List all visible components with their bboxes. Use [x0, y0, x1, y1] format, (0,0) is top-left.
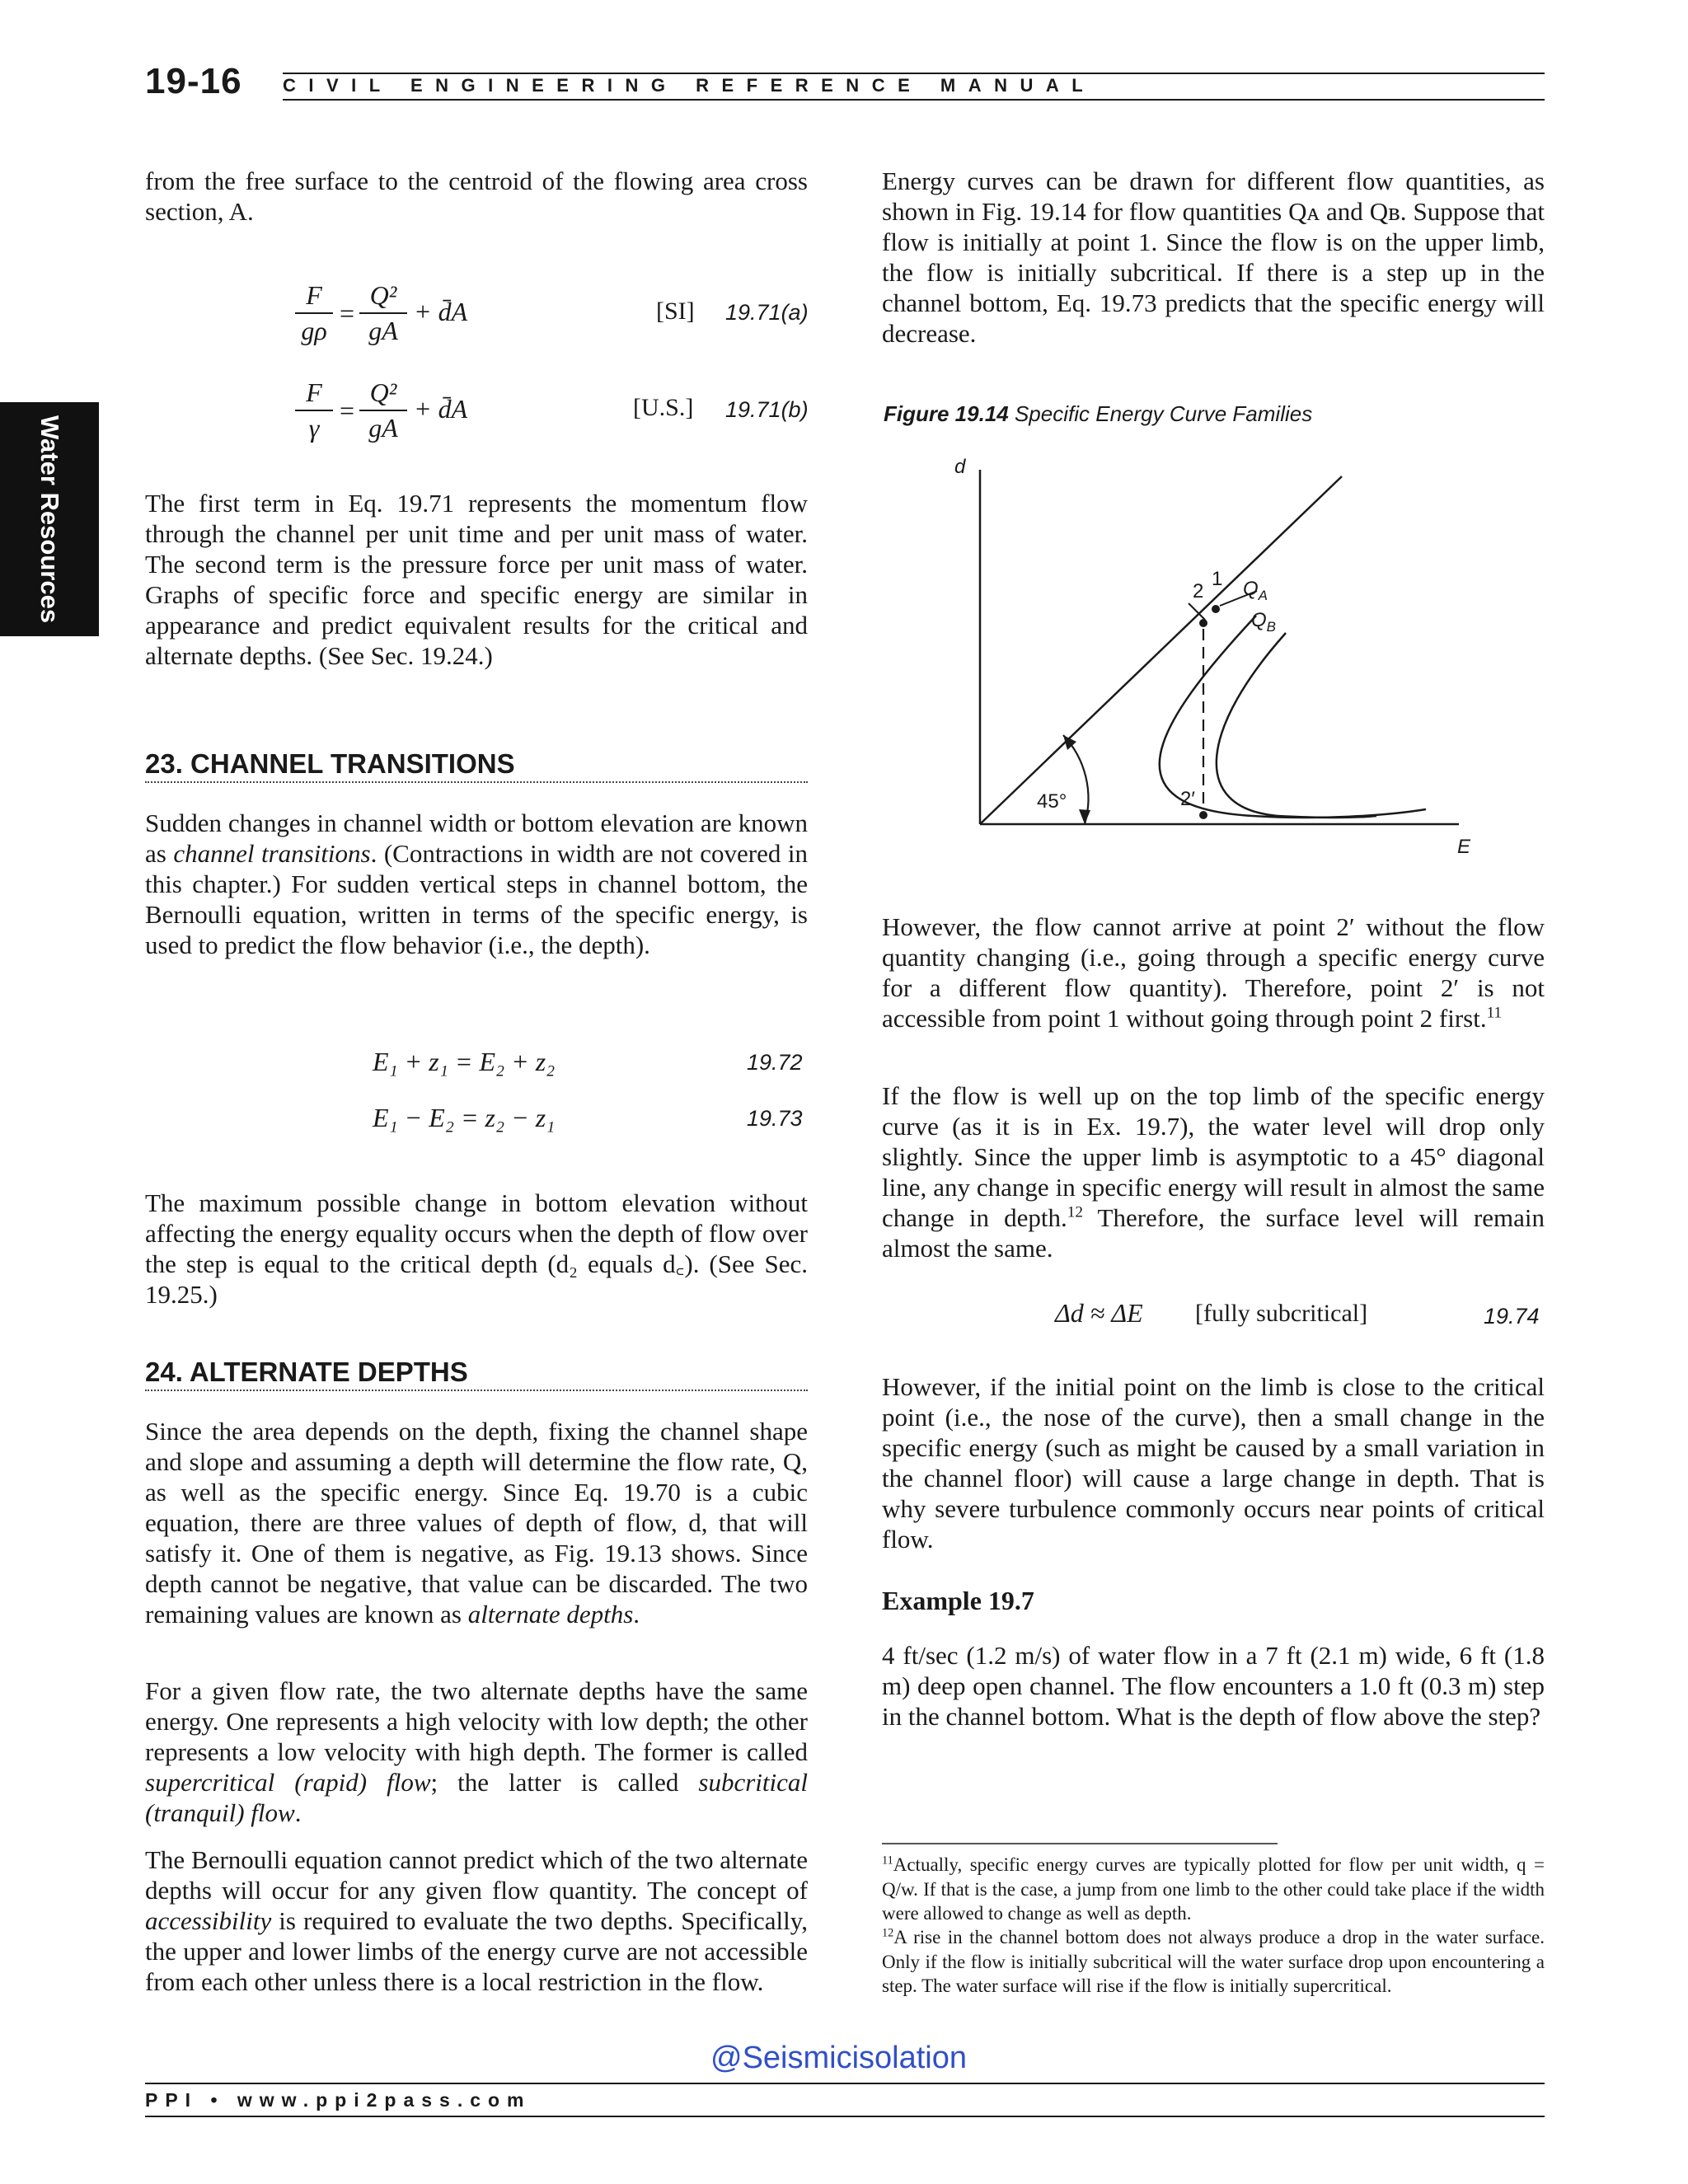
equation-19-73-number: 19.73	[747, 1106, 803, 1131]
left-paragraph-6: For a given flow rate, the two alternate depths have the same energy. One represents a high velocity with low depth; the other represents a low velocity with high depth. The former is called supercritical (rapid) flow; the latter is called subcritical (tranquil) flow.	[145, 1676, 808, 1827]
angle-arrowhead-bottom	[1079, 809, 1090, 824]
equation-19-74-tag: [fully subcritical]	[1195, 1300, 1368, 1327]
eq-a-lhs-den: gρ	[301, 316, 327, 345]
equation-19-74: Δd ≈ ΔE	[1055, 1298, 1143, 1328]
eq-a-rhs-num: Q²	[369, 280, 397, 310]
eq-a-tail: + d̄A	[414, 297, 468, 326]
point-2-prime-marker	[1199, 811, 1207, 819]
footnote-12: $^{12}$A rise in the channel bottom does not always produce a drop in the water surface. Only if the flow is initially subcritical will the water surface drop upon encountering a step. The water surface will rise if the flow is initially supercritical.	[882, 1926, 1545, 1996]
eq-a-tag: [SI]	[656, 298, 695, 325]
eq-a-lhs-num: F	[306, 280, 322, 310]
section-heading-24: 24. ALTERNATE DEPTHS	[145, 1357, 808, 1391]
left-paragraph-4: The maximum possible change in bottom elevation without affecting the energy equality occurs when the depth of flow over the step is equal to the critical depth (d₂ equals d꜀). (See Sec. 19.25.)	[145, 1188, 808, 1309]
point-2-label: 2	[1193, 580, 1204, 602]
qa-label: $Q_A$	[1243, 578, 1268, 603]
running-head: CIVIL ENGINEERING REFERENCE MANUAL	[283, 75, 1096, 96]
header-rule-bottom	[283, 99, 1545, 101]
eq-a-number: 19.71(a)	[725, 300, 809, 325]
left-paragraph-7: The Bernoulli equation cannot predict which of the two alternate depths will occur for any given flow quantity. The concept of accessibility is required to evaluate the two depths. Specifically, the upper and lower limbs of the energy curve are not accessible from each other unless there is a local restriction in the flow.	[145, 1845, 808, 1996]
footer-rule-top	[145, 2083, 1545, 2084]
eq-a-rhs-den: gA	[368, 316, 398, 345]
curve-qb-upper	[1217, 633, 1286, 816]
equation-19-72: E₁ + z₁ = E₂ + z₂	[373, 1047, 556, 1076]
qb-label: $Q_B$	[1251, 609, 1277, 635]
example-title: Example 19.7	[882, 1586, 1034, 1615]
footnote-11: $^{11}$Actually, specific energy curves are typically plotted for flow per unit width, q = Q/w. If that is the case, a jump from one limb to the other could take place if the width were allowed to change as well as depth.	[882, 1854, 1545, 1924]
eq-b-rhs-den: gA	[368, 413, 398, 443]
right-paragraph-3: If the flow is well up on the top limb of the specific energy curve (as it is in Ex. 19.7), the water level will drop only slightly. Since the upper limb is asymptotic to a 45° diagonal line, any change in specific energy will result in almost the same change in depth.$^{12}$ Therefore, the surface level will remain almost the same.	[882, 1081, 1545, 1263]
section-side-tab	[0, 402, 99, 636]
left-paragraph-1: from the free surface to the centroid of the flowing area cross section, A.	[145, 166, 808, 226]
equation-19-74-number: 19.74	[1484, 1304, 1540, 1329]
point-2-marker	[1199, 619, 1207, 627]
axis-label-e: E	[1457, 836, 1471, 858]
left-paragraph-5: Since the area depends on the depth, fixing the channel shape and slope and assuming a depth will determine the flow rate, Q, as well as the specific energy. Since Eq. 19.70 is a cubic equation, there are three values of depth of flow, d, that will satisfy it. One of them is negative, as Fig. 19.13 shows. Since depth cannot be negative, that value can be discarded. The two remaining values are known as alternate depths.	[145, 1417, 808, 1629]
footer-publisher: PPI • www.ppi2pass.com	[145, 2089, 532, 2111]
eq-b-tag: [U.S.]	[633, 394, 694, 421]
left-paragraph-3: Sudden changes in channel width or bottom elevation are known as channel transitions. (Contractions in width are not covered in this chapter.) For sudden vertical steps in channel bottom, the Bernoulli equation, written in terms of the specific energy, is used to predict the flow behavior (i.e., the depth).	[145, 808, 808, 959]
eq-b-rhs-num: Q²	[369, 377, 397, 407]
side-tab-label: Water Resources	[35, 415, 64, 624]
figure-title: Specific Energy Curve Families	[1014, 401, 1313, 426]
figure-label: Figure 19.14	[884, 401, 1009, 426]
left-paragraph-2: The first term in Eq. 19.71 represents the momentum flow through the channel per unit time and per unit mass of water. The second term is the pressure force per unit mass of water. Graphs of specific force and specific energy are similar in appearance and predict equivalent results for the critical and alternate depths. (See Sec. 19.24.)	[145, 489, 808, 670]
header-rule-top	[283, 73, 1545, 74]
figure-caption	[884, 401, 1312, 427]
equation-19-72-number: 19.72	[747, 1050, 803, 1075]
axis-label-d: d	[954, 456, 966, 478]
section-heading-23: 23. CHANNEL TRANSITIONS	[145, 748, 808, 783]
right-paragraph-1: Energy curves can be drawn for different flow quantities, as shown in Fig. 19.14 for flow quantities Qᴀ and Qʙ. Suppose that flow is initially at point 1. Since the flow is on the upper limb, the flow is initially subcritical. If there is a step up in the channel bottom, Eq. 19.73 predicts that the specific energy will decrease.	[882, 166, 1545, 348]
footer-rule-bottom	[145, 2116, 1545, 2117]
eq-b-tail: + d̄A	[414, 394, 468, 424]
watermark-text: @Seismicisolation	[710, 2041, 968, 2075]
curve-qb-lower	[1278, 816, 1376, 818]
right-paragraph-4: However, if the initial point on the limb is close to the critical point (i.e., the nose of the curve), then a small change in the specific energy (such as might be caused by a small variation in the channel floor) will cause a large change in depth. That is why severe turbulence commonly occurs near points of critical flow.	[882, 1372, 1545, 1554]
footnote-rule	[882, 1843, 1278, 1844]
point-2-prime-label: 2′	[1180, 788, 1195, 810]
curve-qa-upper	[1160, 616, 1256, 816]
point-1-label: 1	[1212, 568, 1223, 590]
right-paragraph-2: However, the flow cannot arrive at point 2′ without the flow quantity changing (i.e., going through a specific energy curve for a different flow quantity). Therefore, point 2′ is not accessible from point 1 without going through point 2 first.$^{11}$	[882, 912, 1545, 1033]
angle-label: 45°	[1037, 790, 1067, 813]
eq-b-number: 19.71(b)	[725, 397, 809, 422]
example-text: 4 ft/sec (1.2 m/s) of water flow in a 7 ft (2.1 m) wide, 6 ft (1.8 m) deep open channel. The flow encounters a 1.0 ft (0.3 m) step in the channel bottom. What is the depth of flow above the step?	[882, 1641, 1545, 1731]
specific-energy-figure	[940, 453, 1484, 865]
equation-19-73: E₁ − E₂ = z₂ − z₁	[373, 1103, 556, 1132]
eq-b-lhs-num: F	[306, 377, 322, 407]
point-1-marker	[1212, 605, 1220, 613]
page-number: 19-16	[145, 61, 242, 101]
eq-b-lhs-den: γ	[308, 413, 320, 443]
